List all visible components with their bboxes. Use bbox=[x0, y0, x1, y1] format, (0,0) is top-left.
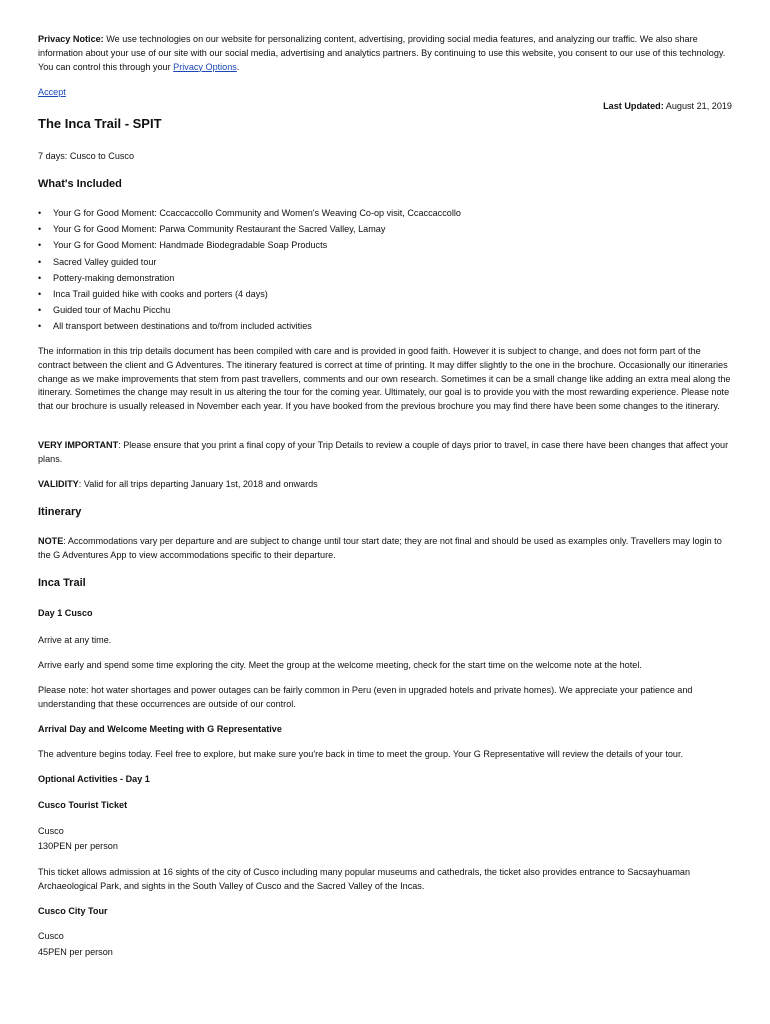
arrive-text: Arrive at any time. bbox=[38, 635, 112, 645]
privacy-notice-label: Privacy Notice: bbox=[38, 34, 104, 44]
last-updated-value: August 21, 2019 bbox=[663, 101, 732, 111]
activity-price: 45PEN per person bbox=[38, 947, 113, 957]
arrive-early-text: Arrive early and spend some time exploring the city. Meet the group at the welcome meeting, check for the start time on the welcome note at the hotel. bbox=[38, 660, 642, 670]
accept-link[interactable]: Accept bbox=[38, 87, 66, 97]
itinerary-note-label: NOTE bbox=[38, 536, 64, 546]
section-heading: Inca Trail bbox=[38, 577, 86, 589]
activity-name: Cusco City Tour bbox=[38, 906, 108, 916]
very-important-note bbox=[38, 439, 732, 467]
privacy-notice-text: We use technologies on our website for personalizing content, advertising, providing social media features, and analyzing our traffic. We also share information about your use of our site with our social media, advertising and analytics partners. By continuing to use this website, you consent to our use of this technology. You can control this through your bbox=[38, 34, 726, 72]
privacy-options-link[interactable]: Privacy Options bbox=[173, 61, 237, 72]
info-paragraph: The information in this trip details document has been compiled with care and is provided in good faith. However it is subject to change, and does not form part of the contract between the client and G Adventures. The itinerary featured is correct at time of printing. It may differ slightly to the one in the brochure. Occasionally our itineraries change as we make improvements that stem from past travellers, comments and our own research. Sometimes it can be a small change like adding an extra meal along the itinerary. Sometimes the change may result in us altering the tour for the coming year. Ultimately, our goal is to provide you with the most rewarding experience. Please note that our brochure is usually released in November each year. If you have booked from the previous brochure you may find there have been some changes to the itinerary. bbox=[38, 346, 731, 412]
validity-label: VALIDITY bbox=[38, 479, 79, 489]
list-item: • Guided tour of Machu Picchu bbox=[38, 304, 732, 320]
activity-location: Cusco bbox=[38, 826, 64, 836]
accept-link-wrap bbox=[38, 86, 66, 100]
please-note-text: Please note: hot water shortages and power outages can be fairly common in Peru (even in upgraded hotels and private homes). We appreciate your patience and understanding that these occurrences are outside of our control. bbox=[38, 685, 693, 709]
arrival-heading: Arrival Day and Welcome Meeting with G Representative bbox=[38, 724, 282, 734]
included-list bbox=[38, 207, 732, 337]
day-heading: Day 1 Cusco bbox=[38, 608, 93, 618]
activity-location: Cusco bbox=[38, 931, 64, 941]
last-updated bbox=[603, 100, 732, 114]
list-item: • Inca Trail guided hike with cooks and porters (4 days) bbox=[38, 288, 732, 304]
last-updated-label: Last Updated: bbox=[603, 101, 664, 111]
privacy-notice bbox=[38, 33, 732, 74]
itinerary-note-text: : Accommodations vary per departure and are subject to change until tour start date; they are not final and should be used as examples only. Travellers may login to the G Adventures App to view accommodations specific to their departure. bbox=[38, 536, 722, 560]
activity-description: This ticket allows admission at 16 sights of the city of Cusco including many popular museums and cathedrals, the ticket also provides entrance to Sacsayhuaman Archaeological Park, and sights in the South Valley of Cusco and the Sacred Valley of the Incas. bbox=[38, 867, 691, 891]
list-item: • Your G for Good Moment: Parwa Community Restaurant the Sacred Valley, Lamay bbox=[38, 223, 732, 239]
activity-name: Cusco Tourist Ticket bbox=[38, 800, 128, 810]
list-item: • All transport between destinations and to/from included activities bbox=[38, 320, 732, 336]
very-important-label: VERY IMPORTANT bbox=[38, 440, 119, 450]
list-item: • Pottery-making demonstration bbox=[38, 272, 732, 288]
page-title: The Inca Trail - SPIT bbox=[38, 116, 162, 131]
arrival-text: The adventure begins today. Feel free to explore, but make sure you're back in time to meet the group. Your G Representative will review the details of your tour. bbox=[38, 749, 684, 759]
list-item: • Your G for Good Moment: Handmade Biodegradable Soap Products bbox=[38, 239, 732, 255]
optional-activities-heading: Optional Activities - Day 1 bbox=[38, 774, 150, 784]
list-item: • Sacred Valley guided tour bbox=[38, 256, 732, 272]
validity-note bbox=[38, 478, 732, 492]
trip-duration: 7 days: Cusco to Cusco bbox=[38, 151, 135, 161]
activity-price: 130PEN per person bbox=[38, 841, 118, 851]
very-important-text: : Please ensure that you print a final copy of your Trip Details to review a couple of days prior to travel, in case there have been changes that affect your plans. bbox=[38, 440, 729, 464]
itinerary-heading: Itinerary bbox=[38, 506, 82, 518]
privacy-notice-end: . bbox=[236, 61, 240, 72]
itinerary-note bbox=[38, 535, 732, 563]
whats-included-heading: What's Included bbox=[38, 178, 122, 190]
list-item: • Your G for Good Moment: Ccaccaccollo Community and Women's Weaving Co-op visit, Ccaccaccollo bbox=[38, 207, 732, 223]
validity-text: : Valid for all trips departing January 1st, 2018 and onwards bbox=[78, 479, 318, 489]
